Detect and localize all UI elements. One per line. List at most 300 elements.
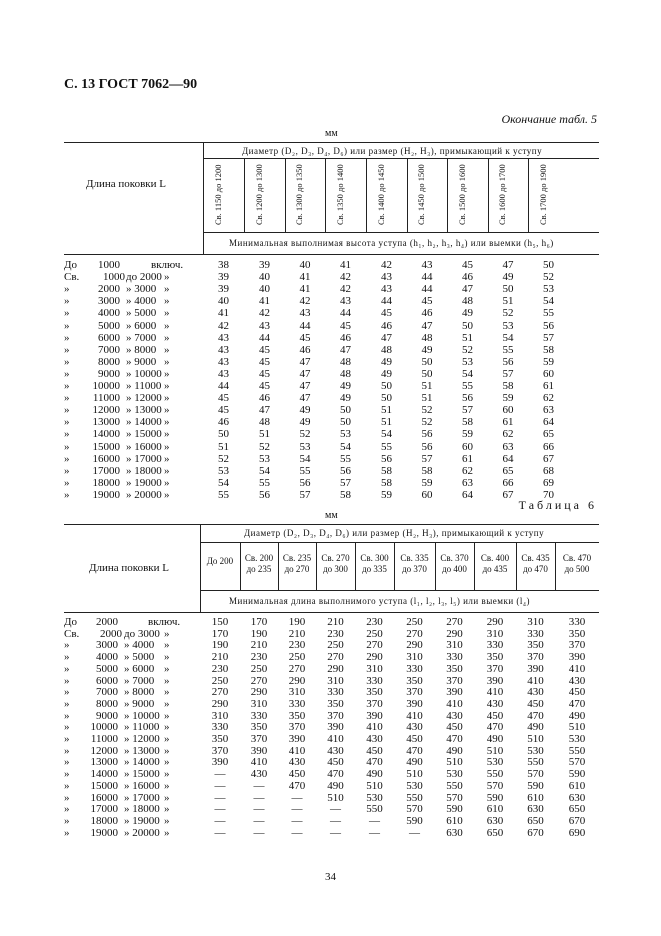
table6-header-divider bbox=[200, 524, 201, 613]
table5-cell: 44 bbox=[340, 307, 351, 320]
table5-col-separator bbox=[447, 158, 448, 232]
table5-row-to: » 10000 bbox=[126, 367, 162, 380]
table6-cell: 310 bbox=[366, 662, 383, 675]
table5-cell: 49 bbox=[299, 416, 311, 429]
table5-row-prefix: » bbox=[64, 307, 70, 320]
table5-cell: 43 bbox=[381, 283, 392, 296]
table5-col-separator bbox=[285, 158, 286, 232]
table5-row-prefix: » bbox=[64, 488, 70, 501]
table6-cell: 390 bbox=[327, 721, 344, 734]
table5-cell: 49 bbox=[340, 380, 351, 392]
table5-cell: 47 bbox=[381, 331, 392, 344]
table6-cell: 350 bbox=[446, 662, 463, 675]
table6-cell: 210 bbox=[288, 627, 306, 640]
table6-row-suffix: » bbox=[164, 756, 170, 769]
table6-cell: 550 bbox=[568, 744, 586, 757]
table6-cell: 550 bbox=[446, 779, 463, 792]
table6-row-suffix: » bbox=[164, 826, 170, 839]
table6-cell: 510 bbox=[486, 744, 504, 757]
table5-row-from: 12000 bbox=[92, 404, 120, 417]
table5-cell: 48 bbox=[340, 367, 351, 380]
table6-row-from: 15000 bbox=[90, 779, 118, 792]
table5-cell: 60 bbox=[462, 440, 473, 453]
table5-row-from: 2000 bbox=[98, 283, 120, 296]
table6-row-prefix: » bbox=[64, 756, 70, 769]
table6-cell: 490 bbox=[327, 779, 344, 792]
table5-cell: 69 bbox=[543, 476, 554, 489]
table5-cell: 59 bbox=[421, 476, 433, 489]
table5-cell: 49 bbox=[381, 355, 392, 368]
table5-cell: 53 bbox=[218, 464, 229, 477]
table5-row-prefix: » bbox=[64, 295, 70, 308]
table6-row-suffix: » bbox=[164, 803, 170, 816]
table5-cell: 45 bbox=[381, 307, 392, 320]
table6-row-to: » 12000 bbox=[124, 733, 160, 745]
table6-cell: 490 bbox=[366, 768, 383, 781]
table6-cell: 350 bbox=[486, 651, 504, 664]
table6-row-prefix: Св. bbox=[64, 627, 80, 640]
table5-cell: 46 bbox=[259, 392, 270, 405]
table6-cell: 510 bbox=[327, 791, 344, 804]
table5-cell: 40 bbox=[259, 283, 270, 296]
table5-row-from: 15000 bbox=[92, 440, 120, 453]
table5-cell: 51 bbox=[259, 428, 270, 441]
table6-row-to: » 20000 bbox=[124, 826, 160, 839]
table6-cell: 390 bbox=[211, 756, 229, 769]
table6-row-suffix: » bbox=[164, 674, 170, 687]
table5-cell: 43 bbox=[299, 307, 311, 320]
table5-subheader: Минимальная выполнимая высота уступа (h₁, h₂, h₃, h₄) или выемки (h₅, h₆) bbox=[229, 238, 554, 248]
table5-cell: 58 bbox=[462, 416, 473, 429]
table5-cell: 44 bbox=[421, 271, 433, 284]
table6-col-header: Св. 270 до 300 bbox=[321, 553, 350, 574]
table5-cell: 46 bbox=[421, 307, 433, 320]
table6-cell: 350 bbox=[406, 674, 423, 687]
table5-cell: 51 bbox=[218, 440, 229, 453]
table5-cell: 39 bbox=[259, 259, 270, 271]
table6-cell: 190 bbox=[288, 616, 306, 628]
table6-cell: 310 bbox=[327, 674, 344, 687]
table6-row-prefix: » bbox=[64, 826, 70, 839]
table6-cell: 290 bbox=[406, 639, 423, 652]
table5-row-suffix: » bbox=[164, 295, 170, 308]
table6-col-header: Св. 370 до 400 bbox=[440, 553, 469, 574]
table5-row-from: 13000 bbox=[92, 416, 120, 429]
table5-col-separator bbox=[407, 158, 408, 232]
table5-cell: 52 bbox=[462, 343, 473, 356]
table5-cell: 61 bbox=[462, 452, 473, 465]
table5-cell: 51 bbox=[502, 295, 514, 308]
table6-cell: — bbox=[409, 826, 420, 839]
table5-col-separator bbox=[488, 158, 489, 232]
table5-row-from: 5000 bbox=[98, 319, 120, 332]
table6-cell: 530 bbox=[366, 791, 383, 804]
table6-cell: 350 bbox=[366, 686, 383, 699]
table6-row-from: 12000 bbox=[90, 744, 118, 757]
table5-col-header: Св. 1350 до 1400 bbox=[334, 164, 345, 226]
table6-row-suffix: » bbox=[164, 721, 170, 734]
table5-cell: 53 bbox=[462, 355, 473, 368]
table6-cell: 350 bbox=[327, 697, 344, 710]
table6-cell: 330 bbox=[250, 709, 268, 722]
table6-cell: 470 bbox=[366, 756, 383, 769]
table6-cell: 570 bbox=[486, 779, 504, 792]
table5-cell: 50 bbox=[502, 283, 514, 296]
table6-row-from: 19000 bbox=[90, 826, 118, 839]
table5-cell: 66 bbox=[543, 440, 554, 453]
table5-row-prefix: » bbox=[64, 319, 70, 332]
table6-row-header: Длина поковки L bbox=[89, 562, 169, 574]
table6-cell: — bbox=[253, 791, 265, 804]
table6-row-to: » 6000 bbox=[124, 662, 155, 675]
table5-cell: 47 bbox=[299, 355, 311, 368]
table6-cell: 370 bbox=[568, 639, 586, 652]
table6-col-header: Св. 200 до 235 bbox=[244, 553, 274, 574]
table6-cell: 450 bbox=[327, 756, 344, 769]
table5-row-suffix: » bbox=[164, 367, 170, 380]
table6-cell: 250 bbox=[250, 662, 268, 675]
table5-cell: 58 bbox=[543, 343, 554, 356]
table6-cell: 510 bbox=[568, 721, 586, 734]
table5-cell: 47 bbox=[340, 343, 351, 356]
table6-row-suffix: » bbox=[164, 814, 170, 827]
table6-col-header: Св. 435 до 470 bbox=[521, 553, 550, 574]
table6-cell: — bbox=[330, 814, 341, 827]
table5-cell: 63 bbox=[502, 440, 514, 453]
table6-cell: — bbox=[369, 814, 380, 827]
table6-cell: 390 bbox=[250, 744, 268, 757]
table6-cell: 670 bbox=[568, 814, 586, 827]
table6-cell: 290 bbox=[327, 662, 344, 675]
continuation-label: Окончание табл. 5 bbox=[501, 112, 597, 126]
table6-cell: 310 bbox=[527, 616, 544, 628]
table5-cell: 52 bbox=[299, 428, 311, 441]
table5-cell: 38 bbox=[218, 259, 229, 271]
table6-cell: — bbox=[291, 803, 303, 816]
table5-cell: 54 bbox=[381, 428, 392, 441]
table6-cell: 450 bbox=[406, 733, 423, 745]
table6-row-suffix: включ. bbox=[148, 616, 181, 628]
table6-cell: 310 bbox=[211, 709, 229, 722]
table6-cell: 430 bbox=[446, 709, 463, 722]
table5-cell: 52 bbox=[421, 404, 433, 417]
table6-row-from: 14000 bbox=[90, 768, 118, 781]
table6-row-to: до 3000 bbox=[124, 627, 160, 640]
table6-cell: 550 bbox=[486, 768, 504, 781]
table5-cell: 55 bbox=[543, 307, 554, 320]
table5-cell: 45 bbox=[259, 343, 270, 356]
table6-cell: 370 bbox=[527, 651, 544, 664]
table5-cell: 50 bbox=[543, 259, 554, 271]
table5-cell: 56 bbox=[340, 464, 351, 477]
table5-cell: 58 bbox=[381, 464, 392, 477]
table5-cell: 41 bbox=[259, 295, 270, 308]
table6-cell: 270 bbox=[288, 662, 306, 675]
table5-row-suffix: » bbox=[164, 343, 170, 356]
table5-cell: 51 bbox=[421, 380, 433, 392]
table5-row-to: » 7000 bbox=[126, 331, 157, 344]
table5-cell: 41 bbox=[299, 283, 311, 296]
table5-cell: 42 bbox=[340, 283, 351, 296]
table6-cell: — bbox=[330, 803, 341, 816]
table5-cell: 56 bbox=[543, 319, 554, 332]
table5-row-to: » 18000 bbox=[126, 464, 162, 477]
table5-cell: 50 bbox=[340, 404, 351, 417]
table5-cell: 67 bbox=[502, 488, 514, 501]
table5-cell: 50 bbox=[218, 428, 229, 441]
table5-cell: 54 bbox=[259, 464, 270, 477]
table5-row-to: » 19000 bbox=[126, 476, 162, 489]
table6-col-header: Св. 400 до 435 bbox=[480, 553, 510, 574]
table5-cell: 58 bbox=[502, 380, 514, 392]
table6-cell: 430 bbox=[568, 674, 586, 687]
table6-cell: 310 bbox=[250, 697, 268, 710]
table6-header-top: Диаметр (D₂, D₃, D₄, D₆) или размер (H₂, H₃), примыкающий к уступу bbox=[244, 528, 545, 538]
table6-cell: 290 bbox=[211, 697, 229, 710]
table5-cell: 45 bbox=[299, 331, 311, 344]
table5-row-to: » 6000 bbox=[126, 319, 157, 332]
table6-cell: 250 bbox=[211, 674, 229, 687]
table6-row-to: » 18000 bbox=[124, 803, 160, 816]
table6-cell: 350 bbox=[250, 721, 268, 734]
table6-cell: — bbox=[369, 826, 380, 839]
table6-row-prefix: » bbox=[64, 733, 70, 745]
table6-cell: 510 bbox=[446, 756, 463, 769]
table6-cell: 230 bbox=[327, 627, 344, 640]
table5-cell: 48 bbox=[421, 331, 433, 344]
table5-cell: 62 bbox=[543, 392, 554, 405]
table5-cell: 56 bbox=[502, 355, 514, 368]
table5-cell: 51 bbox=[421, 392, 433, 405]
table5-row-suffix: » bbox=[164, 476, 170, 489]
table6-cell: 290 bbox=[250, 686, 268, 699]
table6-cell: 390 bbox=[527, 662, 544, 675]
table6-cell: 470 bbox=[446, 733, 463, 745]
table5-cell: 65 bbox=[543, 428, 554, 441]
table6-cell: 330 bbox=[568, 616, 586, 628]
table6-cell: — bbox=[253, 803, 265, 816]
table6-cell: 390 bbox=[486, 674, 504, 687]
table6-row-to: » 16000 bbox=[124, 779, 160, 792]
table6-cell: 530 bbox=[406, 779, 423, 792]
table6-cell: 390 bbox=[366, 709, 383, 722]
table5-cell: 63 bbox=[543, 404, 554, 417]
table6-cell: 210 bbox=[211, 651, 229, 664]
table5-col-separator bbox=[528, 158, 529, 232]
table5-cell: 57 bbox=[462, 404, 473, 417]
table5-cell: 47 bbox=[299, 392, 311, 405]
table5-row-suffix: » bbox=[164, 452, 170, 465]
table6-sub-rule bbox=[200, 590, 599, 591]
table6-cell: 610 bbox=[568, 779, 586, 792]
table6-cell: 550 bbox=[366, 803, 383, 816]
table6-row-from: 4000 bbox=[96, 651, 118, 664]
table5-cell: 50 bbox=[381, 392, 392, 405]
table6-cell: — bbox=[214, 814, 226, 827]
table5-row-to: » 15000 bbox=[126, 428, 162, 441]
table6-cell: 430 bbox=[327, 744, 344, 757]
table6-row-to: » 4000 bbox=[124, 639, 155, 652]
table5-cell: 47 bbox=[462, 283, 473, 296]
table6-cell: 430 bbox=[288, 756, 306, 769]
table6-row-from: 18000 bbox=[90, 814, 118, 827]
table6-row-prefix: » bbox=[64, 674, 70, 687]
table6-cell: 470 bbox=[406, 744, 423, 757]
table6-cell: — bbox=[253, 814, 265, 827]
table6-cell: 350 bbox=[527, 639, 544, 652]
table6-cell: 490 bbox=[486, 733, 504, 745]
table6-cell: 650 bbox=[568, 803, 586, 816]
table6-cell: 450 bbox=[527, 697, 544, 710]
table5-row-suffix: » bbox=[164, 440, 170, 453]
table6-row-suffix: » bbox=[164, 662, 170, 675]
table5-cell: 45 bbox=[218, 392, 229, 405]
table5-cell: 63 bbox=[462, 476, 473, 489]
table5-row-from: 9000 bbox=[98, 367, 120, 380]
table6-row-prefix: » bbox=[64, 791, 70, 804]
table5-cell: 43 bbox=[259, 319, 270, 332]
table6-cell: 410 bbox=[327, 733, 344, 745]
table5-cell: 58 bbox=[381, 476, 392, 489]
table6-cell: 530 bbox=[446, 768, 463, 781]
table6-cell: 330 bbox=[406, 662, 423, 675]
table6-row-prefix: » bbox=[64, 814, 70, 827]
table6-cell: 410 bbox=[446, 697, 463, 710]
table5-cell: 48 bbox=[462, 295, 473, 308]
table6-subheader: Минимальная длина выполнимого уступа (l₁, l₂, l₃, l₅) или выемки (l₄) bbox=[229, 596, 531, 606]
table5-cell: 66 bbox=[502, 476, 514, 489]
page-header: С. 13 ГОСТ 7062—90 bbox=[64, 77, 198, 92]
table6-cell: 510 bbox=[406, 768, 423, 781]
table5-cell: 52 bbox=[421, 416, 433, 429]
table6-row-to: » 13000 bbox=[124, 744, 160, 757]
table5-row-suffix: » bbox=[164, 404, 170, 417]
table5-cell: 62 bbox=[462, 464, 473, 477]
table6-cell: 630 bbox=[527, 803, 544, 816]
table6-cell: 330 bbox=[446, 651, 463, 664]
table6-cell: 450 bbox=[568, 686, 586, 699]
table6-cell: 550 bbox=[527, 756, 544, 769]
table6-cell: 390 bbox=[568, 651, 586, 664]
table6-cell: 470 bbox=[327, 768, 344, 781]
table5-body-rule bbox=[64, 254, 599, 255]
table6-cell: 330 bbox=[288, 697, 306, 710]
table5-row-to: » 12000 bbox=[126, 392, 162, 405]
table6-row-to: » 17000 bbox=[124, 791, 160, 804]
table6-cell: 350 bbox=[288, 709, 306, 722]
table5-cell: 54 bbox=[218, 476, 229, 489]
table6-cell: 690 bbox=[568, 826, 586, 839]
table5-cell: 61 bbox=[543, 380, 554, 392]
table6-cell: — bbox=[214, 779, 226, 792]
table6-cell: 310 bbox=[446, 639, 463, 652]
table5-cell: 58 bbox=[421, 464, 433, 477]
table6-row-prefix: » bbox=[64, 639, 70, 652]
table5-cell: 45 bbox=[259, 367, 270, 380]
table6-row-suffix: » bbox=[164, 639, 170, 652]
table5-cell: 67 bbox=[543, 452, 554, 465]
table6-cell: 450 bbox=[486, 709, 504, 722]
table6-cell: 410 bbox=[486, 686, 504, 699]
table5-cell: 54 bbox=[543, 295, 554, 308]
table6-cell: — bbox=[291, 826, 303, 839]
table5-cell: 60 bbox=[421, 488, 433, 501]
table6-cell: 210 bbox=[327, 616, 344, 628]
table6-cell: 370 bbox=[327, 709, 344, 722]
table5-col-header: Св. 1150 до 1200 bbox=[212, 164, 223, 226]
table6-cell: 310 bbox=[406, 651, 423, 664]
table6-cell: 430 bbox=[406, 721, 423, 734]
table5-cell: 54 bbox=[299, 452, 311, 465]
table6-cell: 270 bbox=[211, 686, 229, 699]
table5-cell: 45 bbox=[421, 295, 433, 308]
table5-cell: 60 bbox=[543, 367, 554, 380]
table5-cell: 64 bbox=[543, 416, 554, 429]
table5-cell: 46 bbox=[218, 416, 229, 429]
table5-row-from: 1000 bbox=[103, 271, 125, 284]
table5-row-to: » 9000 bbox=[126, 355, 157, 368]
table6-cell: 370 bbox=[486, 662, 504, 675]
table5-cell: 59 bbox=[502, 392, 514, 405]
table6-row-from: 10000 bbox=[90, 721, 118, 734]
table5-cell: 43 bbox=[381, 271, 392, 284]
table5-cell: 55 bbox=[502, 343, 514, 356]
table5-cell: 57 bbox=[340, 476, 351, 489]
table5-cell: 48 bbox=[340, 355, 351, 368]
table6-cell: — bbox=[291, 791, 303, 804]
table6-cell: 290 bbox=[486, 616, 504, 628]
table5-header-rule bbox=[203, 158, 599, 159]
table6-row-suffix: » bbox=[164, 686, 170, 699]
table6-cell: 490 bbox=[527, 721, 544, 734]
table6-cell: 290 bbox=[288, 674, 306, 687]
table6-cell: 330 bbox=[486, 639, 504, 652]
table6-row-prefix: » bbox=[64, 721, 70, 734]
table6-row-to: » 7000 bbox=[124, 674, 155, 687]
table5-cell: 52 bbox=[502, 307, 514, 320]
table5-cell: 45 bbox=[462, 259, 473, 271]
table5-cell: 68 bbox=[543, 464, 554, 477]
table6-cell: 570 bbox=[406, 803, 423, 816]
table6-cell: 610 bbox=[446, 814, 463, 827]
table6-body-rule bbox=[64, 612, 599, 613]
table5-cell: 49 bbox=[421, 343, 433, 356]
table5-row-from: 1000 bbox=[98, 259, 120, 271]
table5-row-prefix: Св. bbox=[64, 271, 80, 284]
table5-cell: 39 bbox=[218, 283, 229, 296]
table6-cell: 290 bbox=[366, 651, 383, 664]
table5-row-prefix: » bbox=[64, 452, 70, 465]
table6-cell: 150 bbox=[211, 616, 229, 628]
table5-cell: 42 bbox=[340, 271, 351, 284]
table5-cell: 54 bbox=[502, 331, 514, 344]
table6-cell: 270 bbox=[406, 627, 423, 640]
table5-cell: 53 bbox=[543, 283, 554, 296]
table6-cell: 630 bbox=[446, 826, 463, 839]
table6-cell: 490 bbox=[406, 756, 423, 769]
table6-cell: 590 bbox=[568, 768, 586, 781]
table5-cell: 57 bbox=[543, 331, 554, 344]
table6-cell: 590 bbox=[406, 814, 423, 827]
table6-header-rule bbox=[200, 542, 599, 543]
table5-row-suffix: » bbox=[164, 283, 170, 296]
table5-row-suffix: включ. bbox=[151, 259, 184, 271]
table6-row-from: 5000 bbox=[96, 662, 118, 675]
table6-unit: мм bbox=[325, 510, 338, 521]
table6-cell: 390 bbox=[446, 686, 463, 699]
table6-cell: 470 bbox=[527, 709, 544, 722]
table5-cell: 51 bbox=[381, 404, 392, 417]
